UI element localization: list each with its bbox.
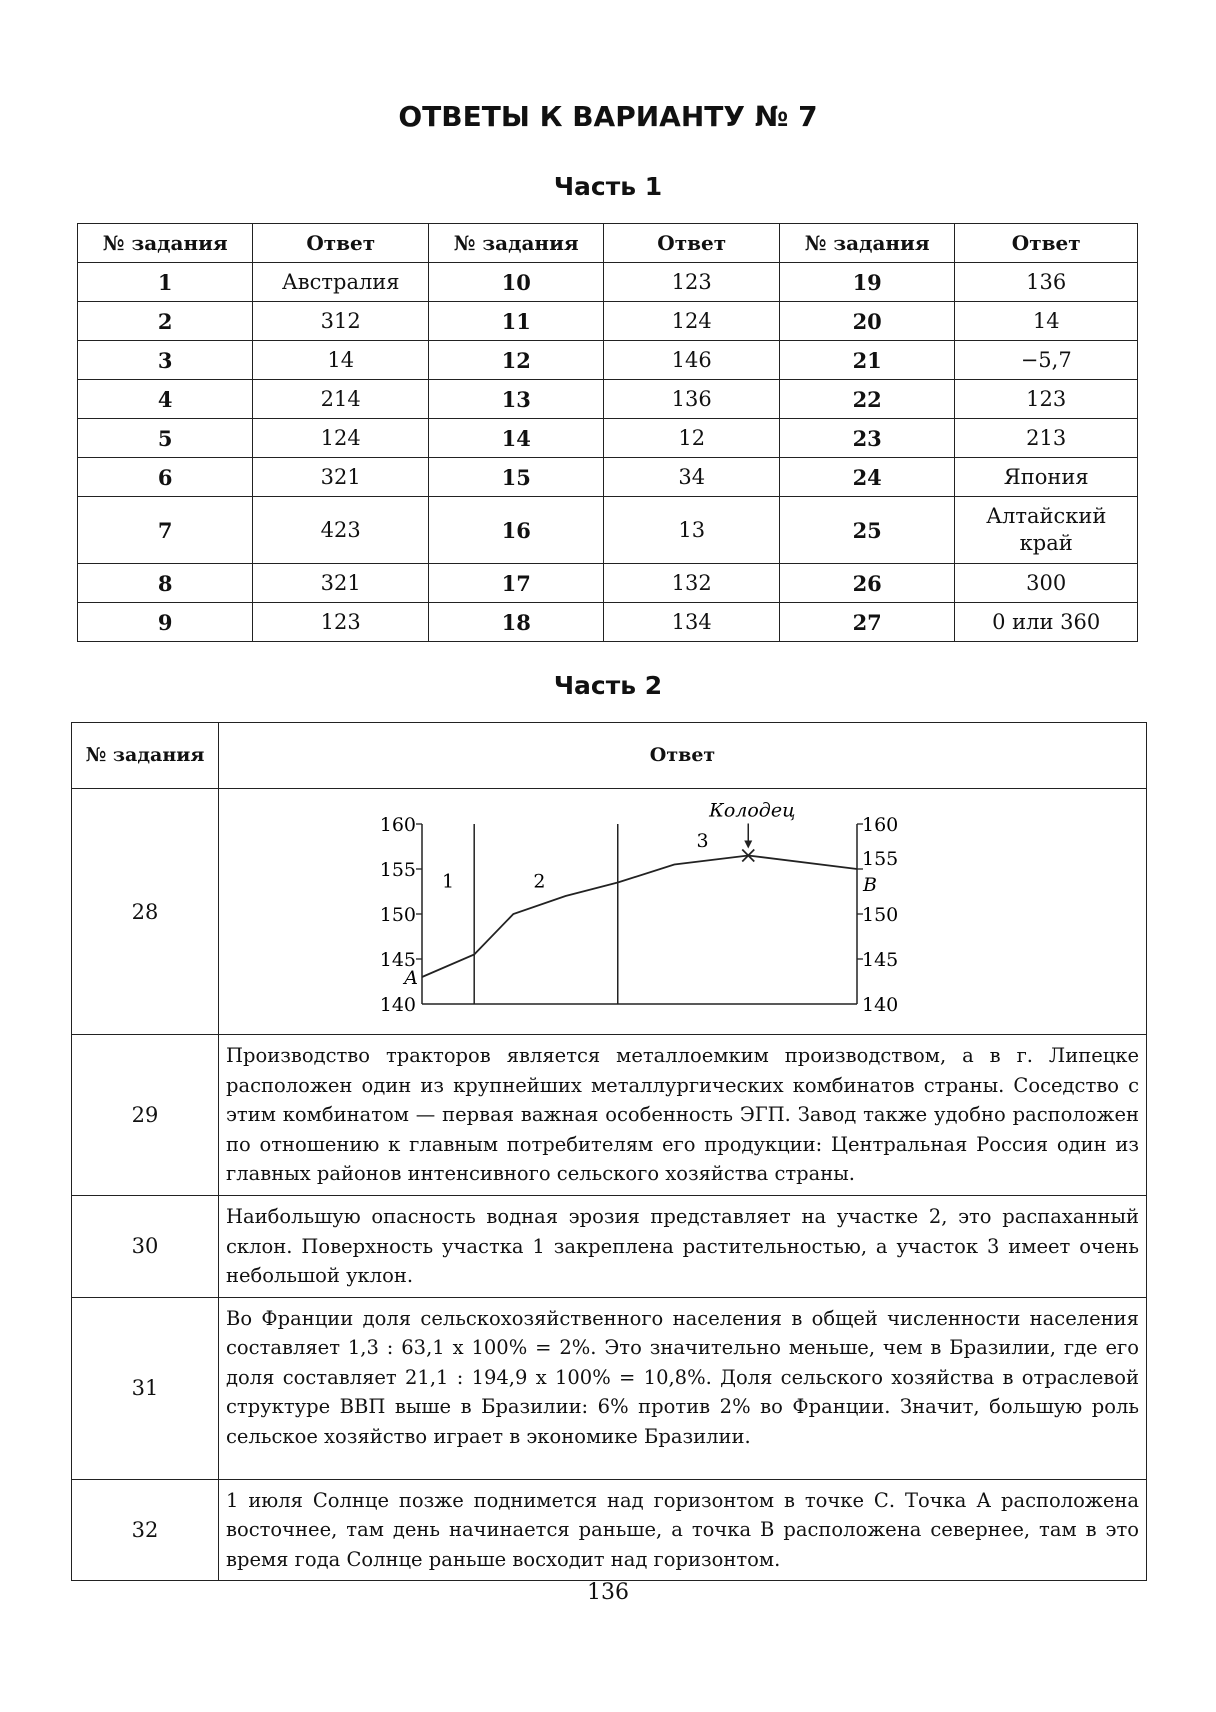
- task-number: 22: [779, 380, 954, 419]
- task-number: 7: [78, 497, 253, 564]
- answer-value: 124: [253, 419, 428, 458]
- task-number: 11: [428, 302, 603, 341]
- part2-title: Часть 2: [553, 671, 663, 700]
- answer-value: Япония: [955, 458, 1138, 497]
- task-number: 28: [72, 789, 219, 1035]
- segment-label: 2: [533, 870, 546, 893]
- answer-value: 312: [253, 302, 428, 341]
- table-row: [78, 497, 1138, 564]
- task-number: 30: [72, 1196, 219, 1298]
- point-b-label: B: [863, 874, 877, 896]
- table-row: [72, 1479, 1147, 1581]
- answer-value: 0 или 360: [955, 603, 1138, 642]
- table-row: [72, 789, 1147, 1035]
- table-row: [78, 603, 1138, 642]
- y-tick-label-right: 140: [862, 994, 899, 1016]
- y-tick-label-right: 160: [862, 814, 899, 836]
- task-number: 18: [428, 603, 603, 642]
- answer-value: 321: [253, 458, 428, 497]
- column-header: Ответ: [604, 224, 779, 263]
- answer-value: 34: [604, 458, 779, 497]
- task-number: 8: [78, 564, 253, 603]
- table-row: [78, 564, 1138, 603]
- y-tick-label-right: 145: [862, 949, 899, 971]
- task-number: 26: [779, 564, 954, 603]
- task-number: 14: [428, 419, 603, 458]
- answer-value: 300: [955, 564, 1138, 603]
- y-tick-label-right: 155: [862, 848, 899, 870]
- answer-value: 124: [604, 302, 779, 341]
- segment-label: 1: [442, 870, 455, 893]
- answer-value: 14: [955, 302, 1138, 341]
- answer-value: 321: [253, 564, 428, 603]
- answer-value: 123: [253, 603, 428, 642]
- column-header: № задания: [78, 224, 253, 263]
- part1-answers-table: [77, 223, 1138, 642]
- y-tick-label: 140: [379, 994, 416, 1016]
- task-number: 9: [78, 603, 253, 642]
- y-tick-label: 160: [379, 814, 416, 836]
- task-number: 2: [78, 302, 253, 341]
- table-row: [78, 302, 1138, 341]
- table-row: [72, 1297, 1147, 1479]
- table-row: [72, 1035, 1147, 1196]
- task-number: 1: [78, 263, 253, 302]
- answer-value: 13: [604, 497, 779, 564]
- task-number: 20: [779, 302, 954, 341]
- task-number: 21: [779, 341, 954, 380]
- task-number: 19: [779, 263, 954, 302]
- answer-value: 146: [604, 341, 779, 380]
- answer-text: Во Франции доля сельскохозяйственного населения в общей численности населения составляет 1,3 : 63,1 х 100% = 2%. Это значительно меньше, чем в Бразилии, где его доля составляет 21,1 : 194,9 х 100% = 10,8%. Доля сельского хозяйства в отраслевой структуре ВВП выше в Бразилии: 6% против 2% во Франции. Значит, большую роль сельское хозяйство играет в экономике Бразилии.: [219, 1297, 1147, 1479]
- segment-label: 3: [696, 830, 709, 853]
- terrain-profile-chart: [219, 789, 1139, 1034]
- part1-title: Часть 1: [553, 172, 663, 201]
- column-header: Ответ: [955, 224, 1138, 263]
- column-header: № задания: [428, 224, 603, 263]
- answer-value: 136: [955, 263, 1138, 302]
- task-number: 12: [428, 341, 603, 380]
- task-number: 23: [779, 419, 954, 458]
- page-title: ОТВЕТЫ К ВАРИАНТУ № 7: [398, 100, 818, 133]
- task-number: 5: [78, 419, 253, 458]
- answer-value: 123: [955, 380, 1138, 419]
- answer-text: 1 июля Солнце позже поднимется над горизонтом в точке С. Точка А расположена восточнее, там день начинается раньше, а точка В расположена севернее, там в это время года Солнце раньше восходит над горизонтом.: [219, 1479, 1147, 1581]
- profile-chart-cell: [219, 789, 1147, 1035]
- task-number: 13: [428, 380, 603, 419]
- task-number: 15: [428, 458, 603, 497]
- task-number: 16: [428, 497, 603, 564]
- answer-value: 14: [253, 341, 428, 380]
- y-tick-label: 155: [379, 859, 416, 881]
- column-header: Ответ: [253, 224, 428, 263]
- task-number: 4: [78, 380, 253, 419]
- answer-value: −5,7: [955, 341, 1138, 380]
- profile-line: [422, 856, 857, 978]
- task-number: 32: [72, 1479, 219, 1581]
- task-number-header: № задания: [72, 723, 219, 789]
- table-row: [78, 263, 1138, 302]
- y-tick-label: 145: [379, 949, 416, 971]
- task-number: 3: [78, 341, 253, 380]
- table-row: [72, 1196, 1147, 1298]
- answer-value: 134: [604, 603, 779, 642]
- table-row: [78, 419, 1138, 458]
- page-number: 136: [587, 1580, 629, 1605]
- table-header-row: [72, 723, 1147, 789]
- answer-text: Производство тракторов является металлоемким производством, а в г. Липецке расположен один из крупнейших металлургических комбинатов страны. Соседство с этим комбинатом — первая важная особенность ЭГП. Завод также удобно расположен по отношению к главным потребителям его продукции: Центральная Россия один из главных районов интенсивного сельского хозяйства страны.: [219, 1035, 1147, 1196]
- point-a-label: A: [404, 967, 418, 989]
- answer-value: 132: [604, 564, 779, 603]
- y-tick-label-right: 150: [862, 904, 899, 926]
- answer-value: 136: [604, 380, 779, 419]
- y-tick-label: 150: [379, 904, 416, 926]
- answer-header: Ответ: [219, 723, 1147, 789]
- table-row: [78, 380, 1138, 419]
- answer-text: Наибольшую опасность водная эрозия представляет на участке 2, это распаханный склон. Поверхность участка 1 закреплена растительностью, а участок 3 имеет очень небольшой уклон.: [219, 1196, 1147, 1298]
- answer-value: Австралия: [253, 263, 428, 302]
- answer-value: 123: [604, 263, 779, 302]
- well-arrowhead: [744, 841, 752, 849]
- well-label: Колодец: [709, 799, 796, 822]
- table-row: [78, 341, 1138, 380]
- answer-value: 214: [253, 380, 428, 419]
- task-number: 10: [428, 263, 603, 302]
- task-number: 24: [779, 458, 954, 497]
- task-number: 17: [428, 564, 603, 603]
- column-header: № задания: [779, 224, 954, 263]
- answer-value: Алтайский край: [955, 497, 1138, 564]
- task-number: 27: [779, 603, 954, 642]
- answer-value: 213: [955, 419, 1138, 458]
- task-number: 29: [72, 1035, 219, 1196]
- task-number: 31: [72, 1297, 219, 1479]
- table-row: [78, 458, 1138, 497]
- answer-value: 423: [253, 497, 428, 564]
- answer-value: 12: [604, 419, 779, 458]
- task-number: 6: [78, 458, 253, 497]
- part2-answers-table: [71, 722, 1147, 1581]
- task-number: 25: [779, 497, 954, 564]
- table-header-row: [78, 224, 1138, 263]
